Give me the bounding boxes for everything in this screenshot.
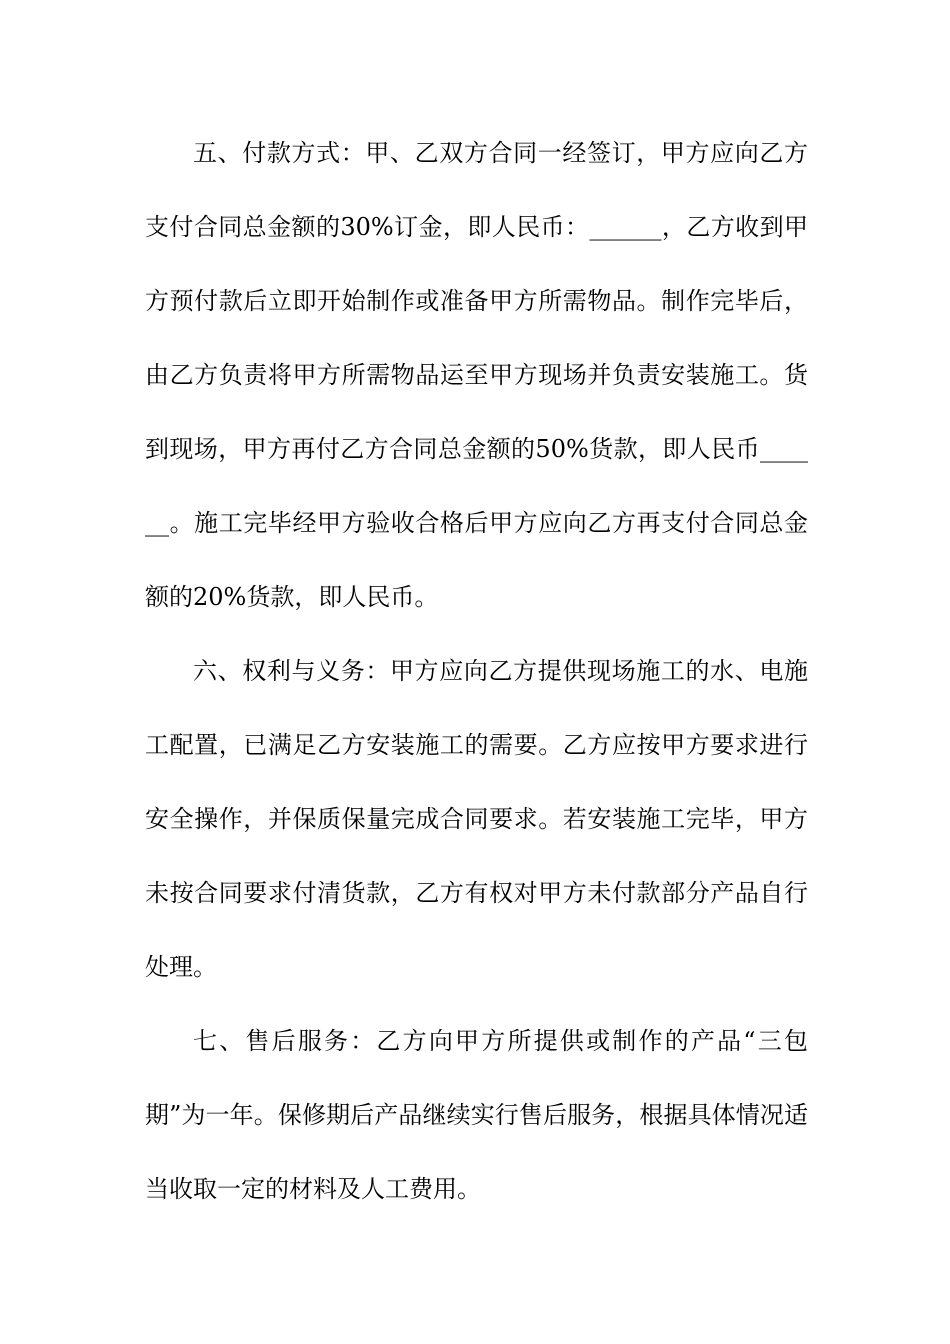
clause-payment-method: 五、付款方式：甲、乙双方合同一经签订，甲方应向乙方支付合同总金额的30%订金，即人民币：______，乙方收到甲方预付款后立即开始制作或准备甲方所需物品。制作完毕后，由乙方负责将甲方所需物品运至甲方现场并负责安装施工。货到现场，甲方再付乙方合同总金额的50%货款，即人民币______。施工完毕经甲方验收合格后甲方应向乙方再支付合同总金额的20%货款，即人民币。 [145,139,808,611]
clause-rights-obligations: 六、权利与义务：甲方应向乙方提供现场施工的水、电施工配置，已满足乙方安装施工的需要。乙方应按甲方要求进行安全操作，并保质保量完成合同要求。若安装施工完毕，甲方未按合同要求付清货款，乙方有权对甲方未付款部分产品自行处理。 [145,657,808,981]
clause-after-sales-service: 七、售后服务：乙方向甲方所提供或制作的产品“三包期”为一年。保修期后产品继续实行售后服务，根据具体情况适当收取一定的材料及人工费用。 [145,1027,808,1203]
document-body [145,116,808,1226]
